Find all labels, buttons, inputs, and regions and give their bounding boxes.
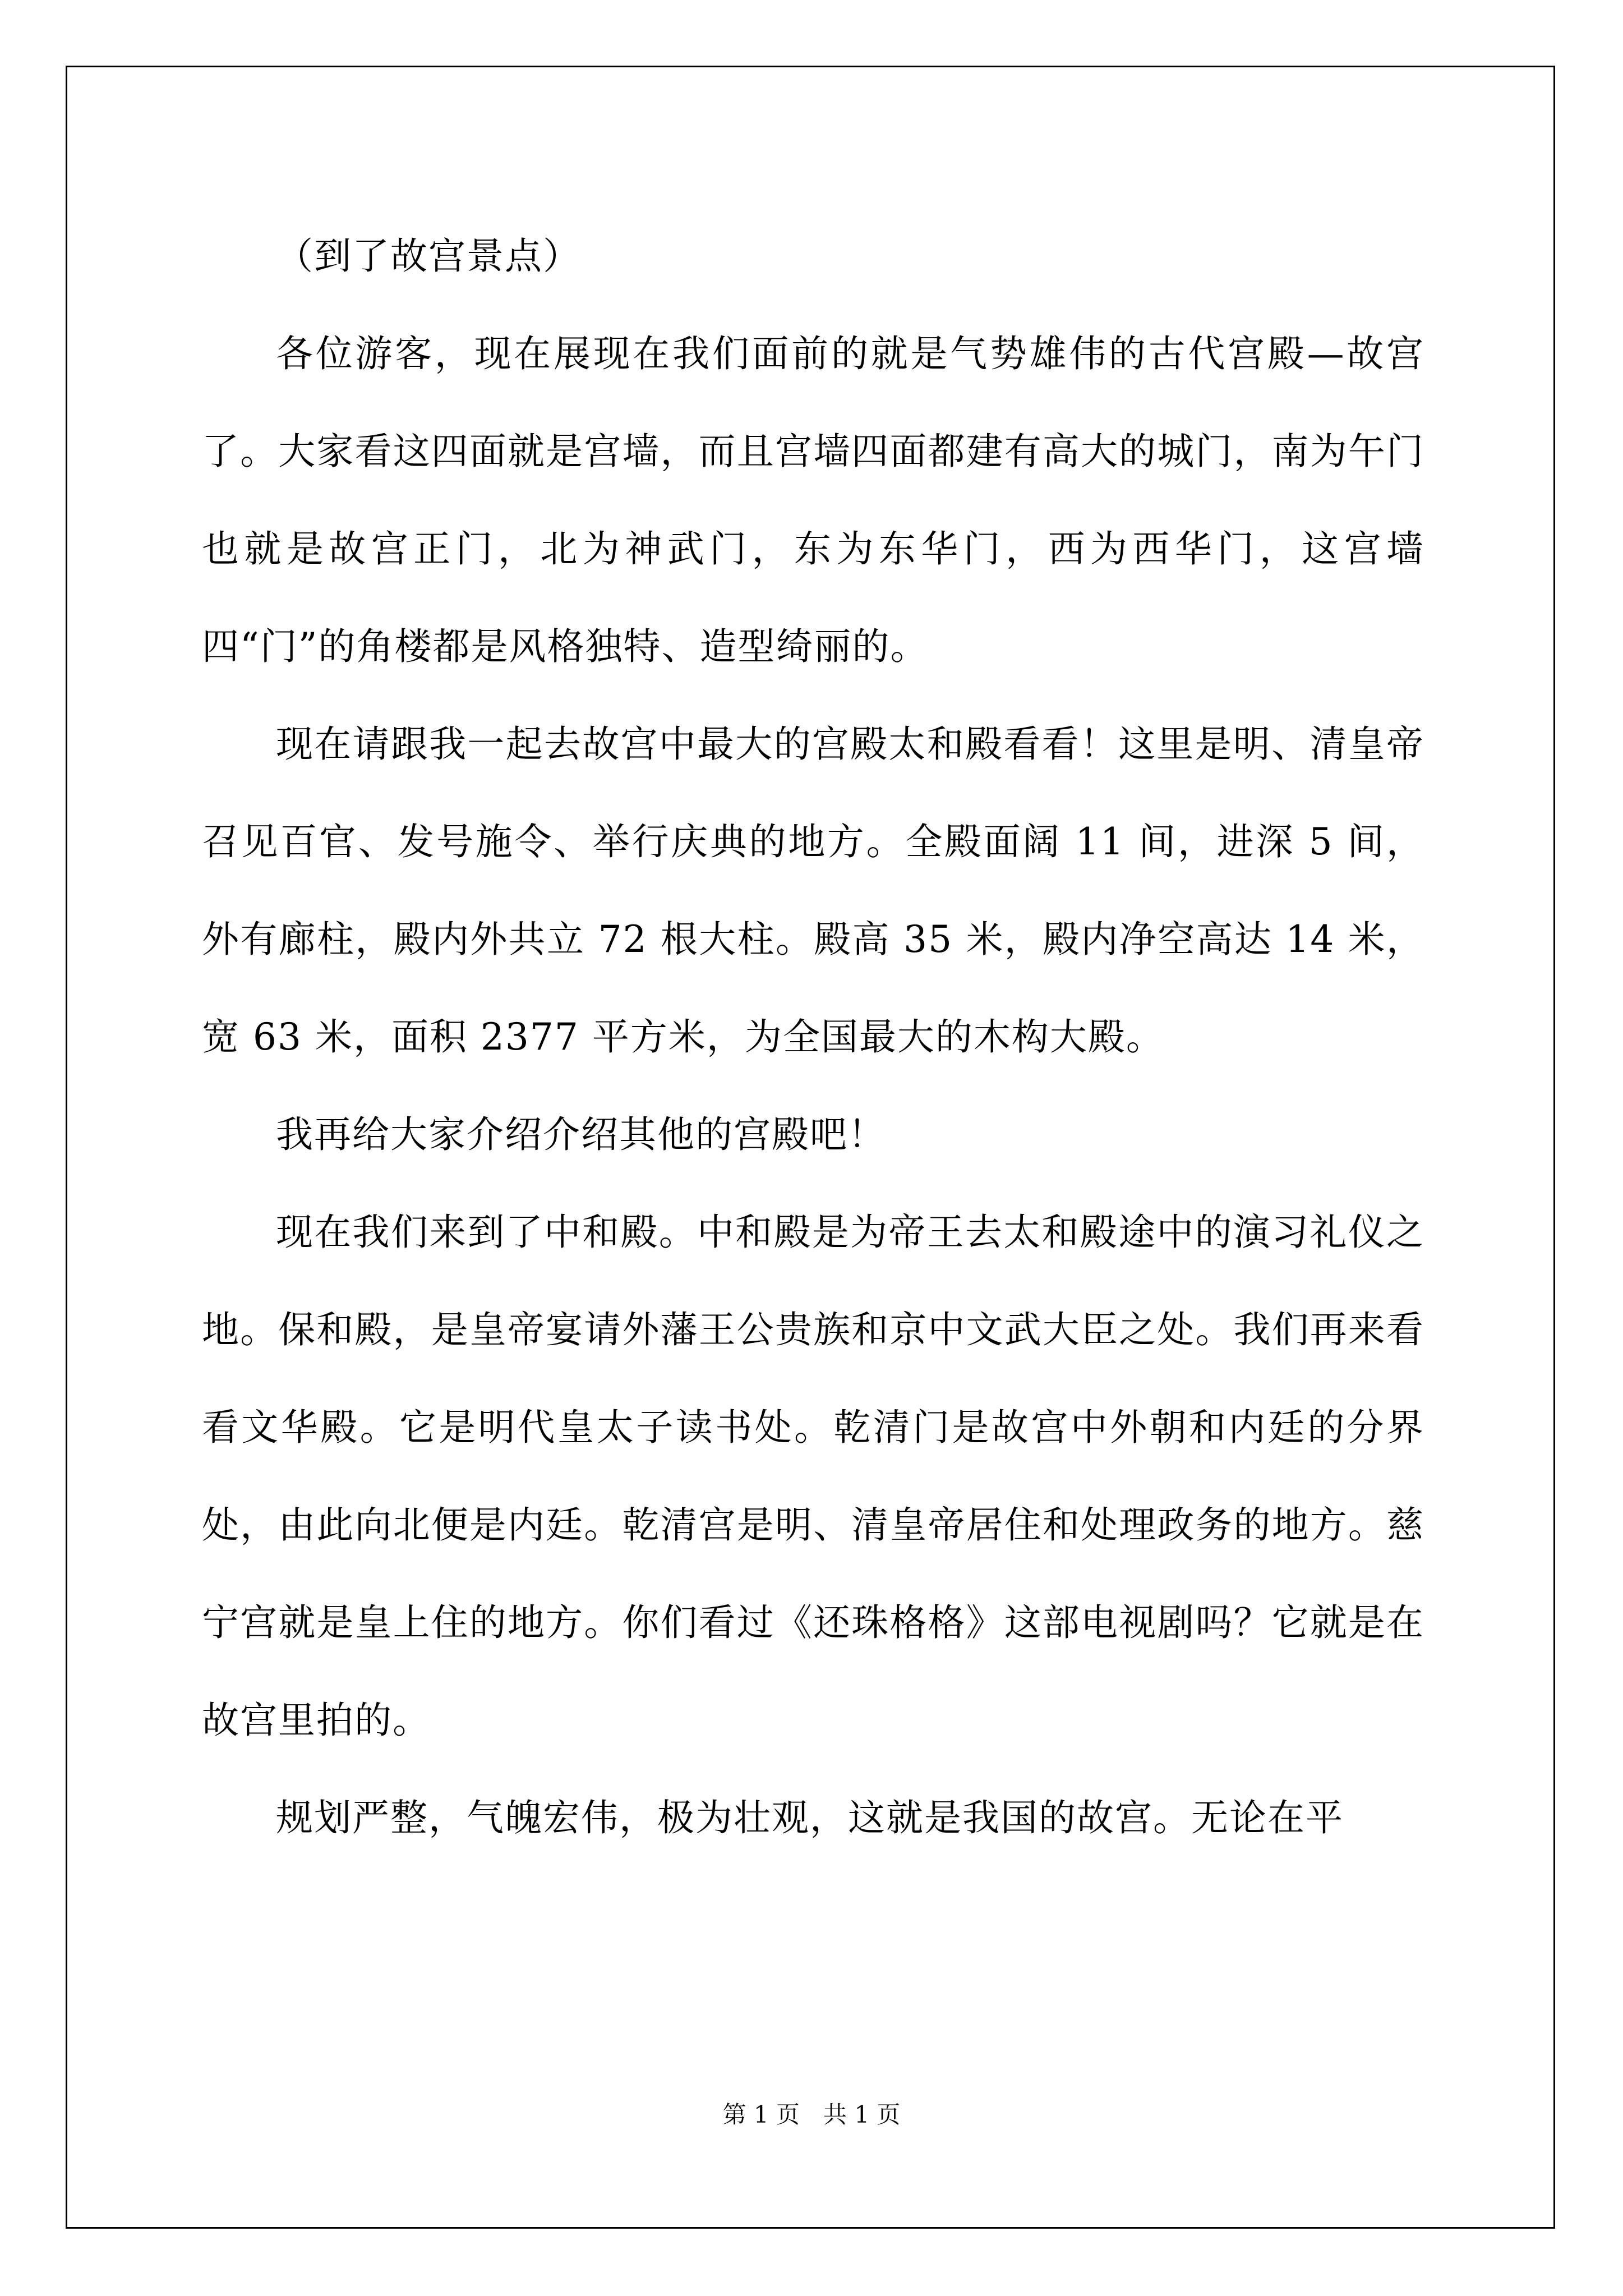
paragraph-1: （到了故宫景点） <box>276 234 581 278</box>
paragraph-3: 现在请跟我一起去故宫中最大的宫殿太和殿看看！这里是明、清皇帝召见百官、发号施令、举行庆典的地方。全殿面阔 11 间，进深 5 间，外有廊柱，殿内外共立 72 根大柱。殿高 35 米，殿内净空高达 14 米，宽 63 米，面积 2377 平方米，为全国最大的木构大殿。 <box>202 723 1424 1059</box>
document-body <box>202 208 1424 1867</box>
paragraph-4: 我再给大家介绍介绍其他的宫殿吧！ <box>276 1113 886 1156</box>
page-footer: 第 1 页 共 1 页 <box>722 2101 901 2128</box>
paragraph-5: 现在我们来到了中和殿。中和殿是为帝王去太和殿途中的演习礼仪之地。保和殿，是皇帝宴请外藩王公贵族和京中文武大臣之处。我们再来看看文华殿。它是明代皇太子读书处。乾清门是故宫中外朝和内廷的分界处，由此向北便是内廷。乾清宫是明、清皇帝居住和处理政务的地方。慈宁宫就是皇上住的地方。你们看过《还珠格格》这部电视剧吗？它就是在故宫里拍的。 <box>202 1211 1424 1742</box>
paragraph-2: 各位游客，现在展现在我们面前的就是气势雄伟的古代宫殿—故宫了。大家看这四面就是宫墙，而且宫墙四面都建有高大的城门，南为午门也就是故宫正门，北为神武门，东为东华门，西为西华门，这宫墙四“门”的角楼都是风格独特、造型绮丽的。 <box>202 332 1424 668</box>
paragraph-6: 规划严整，气魄宏伟，极为壮观，这就是我国的故宫。无论在平 <box>276 1796 1344 1839</box>
